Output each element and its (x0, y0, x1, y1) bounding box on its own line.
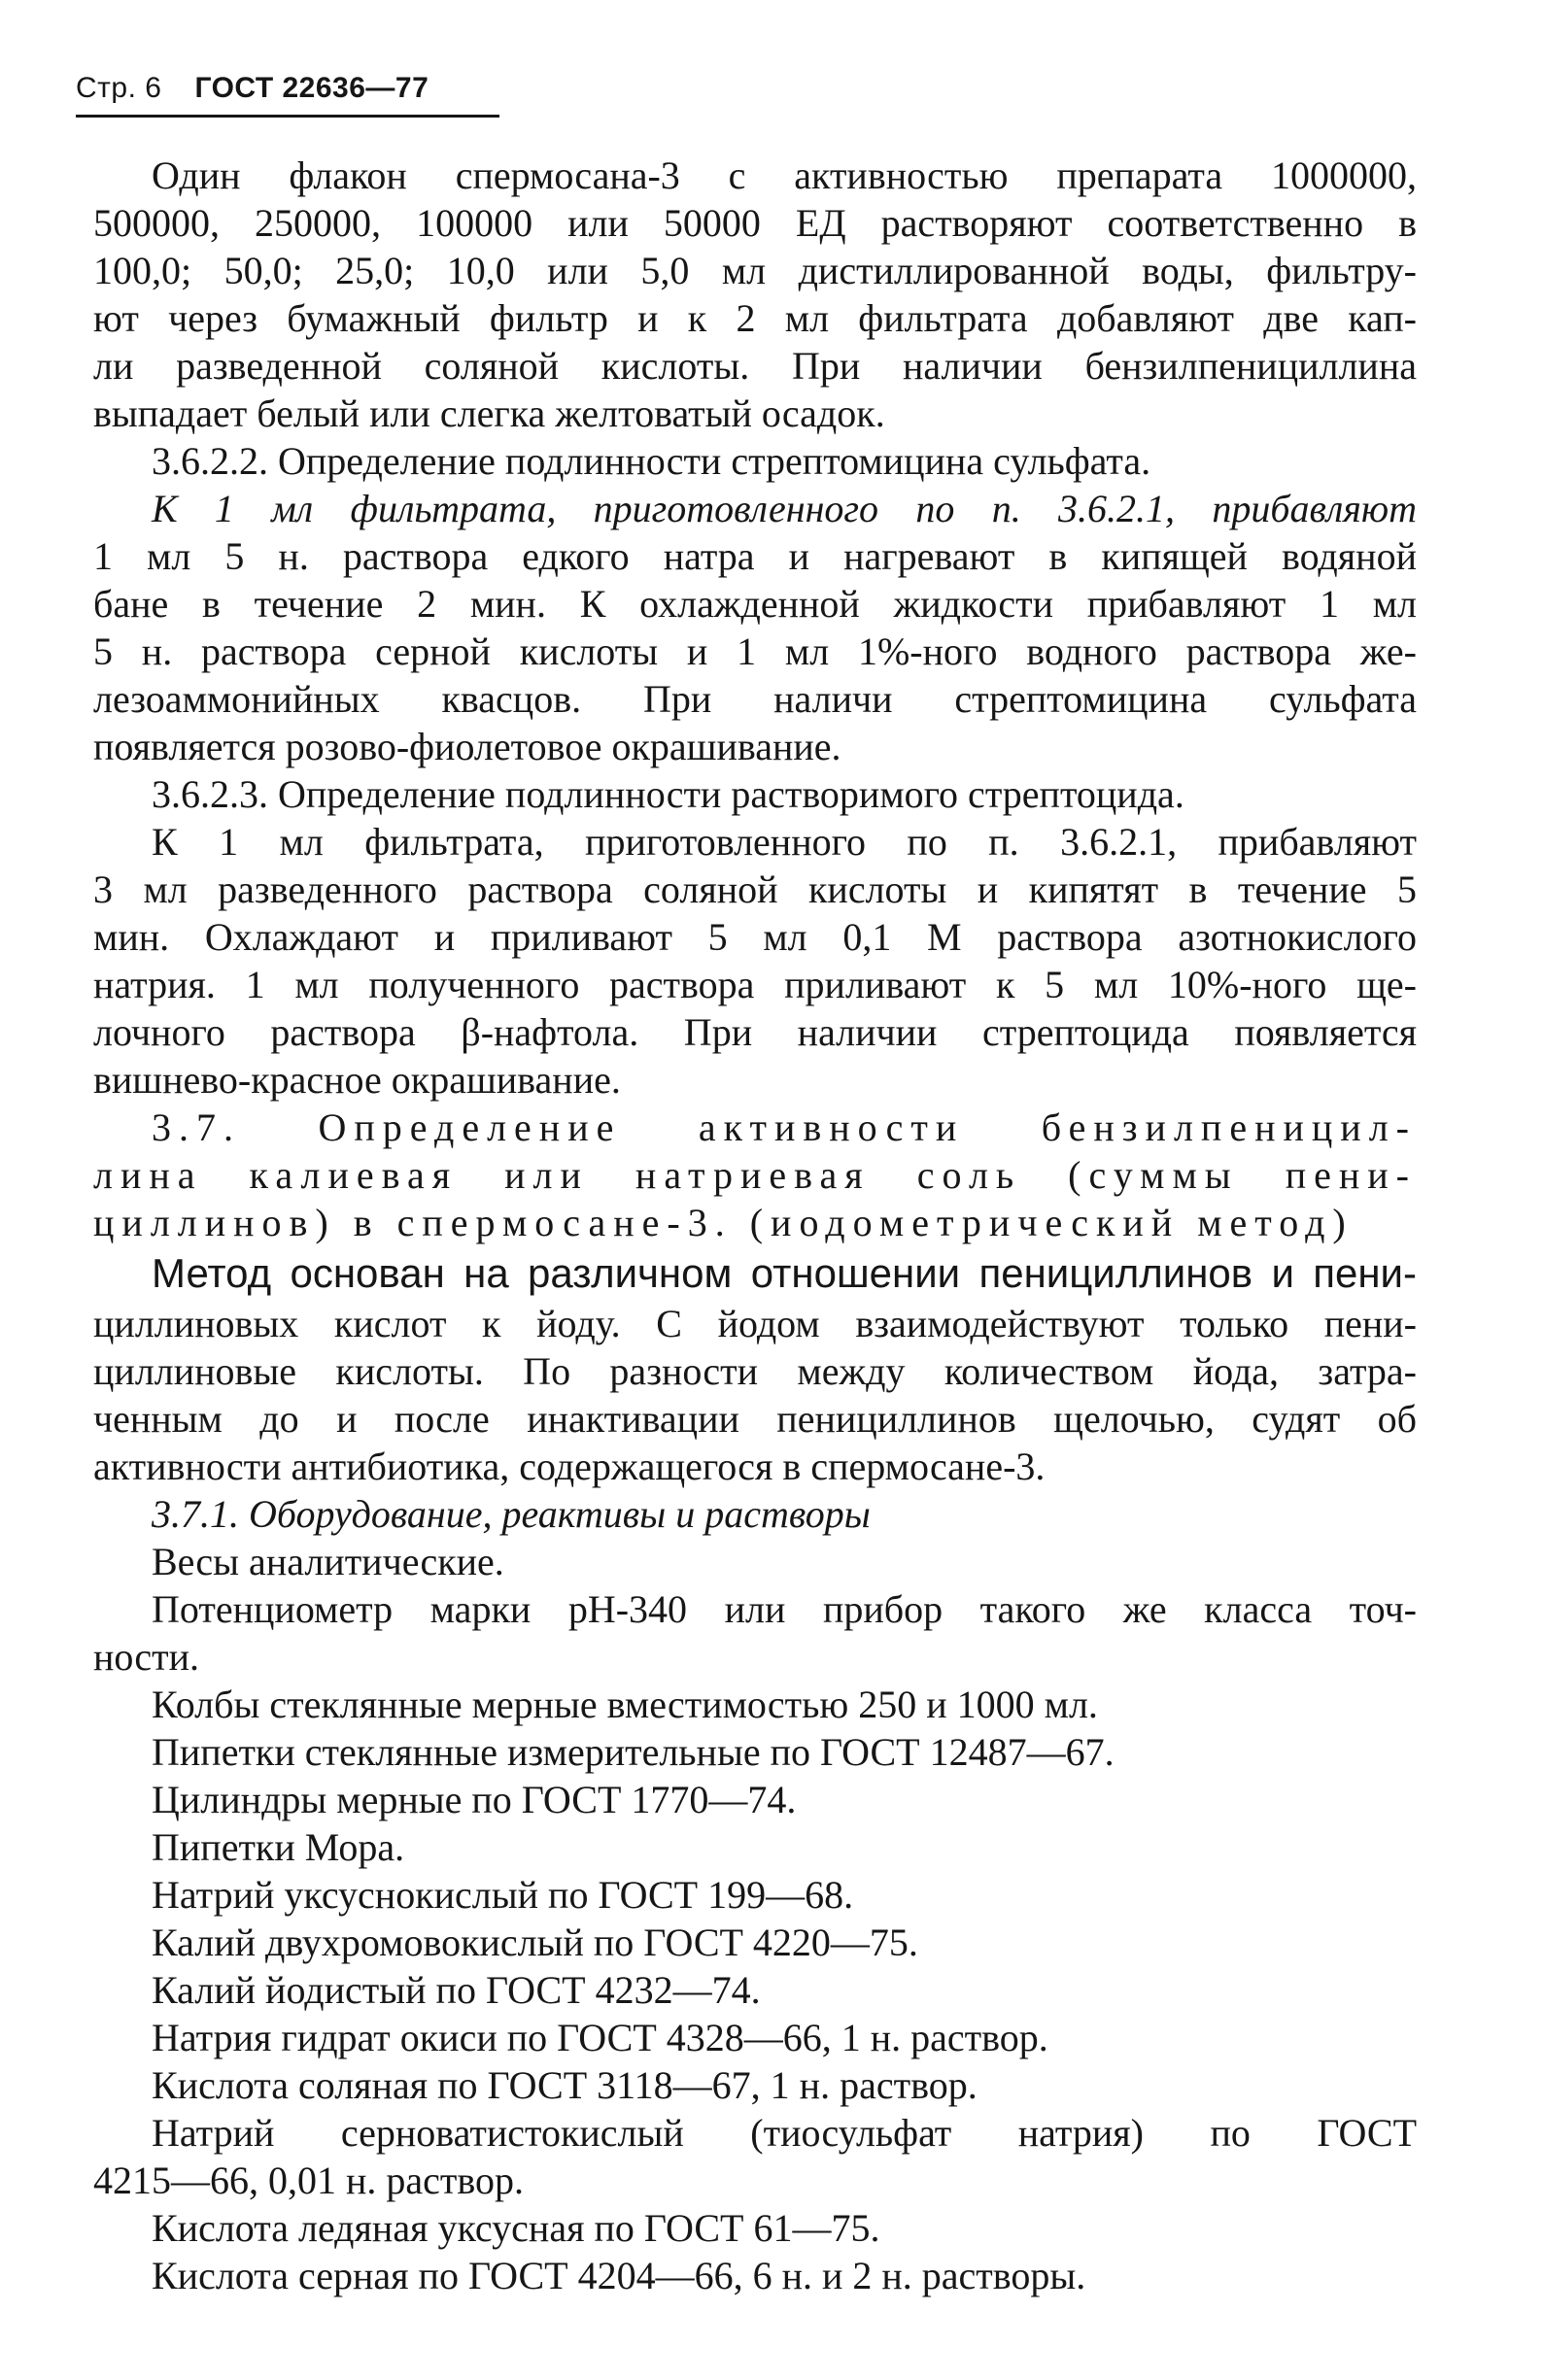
text-line: циллиновые кислоты. По разности между количеством йода, затра- (93, 1349, 1417, 1393)
text-line: Один флакон спермосана-3 с активностью препарата 1000000, (152, 153, 1417, 197)
text-line: появляется розово-фиолетовое окрашивание. (93, 725, 841, 768)
subsection-heading: 3.7.1. Оборудование, реактивы и растворы (152, 1492, 871, 1536)
list-item: Кислота серная по ГОСТ 4204—66, 6 н. и 2 н. растворы. (152, 2254, 1086, 2297)
text-line: лочного раствора β-нафтола. При наличии стрептоцида появляется (93, 1010, 1417, 1054)
standard-number: ГОСТ 22636—77 (194, 72, 429, 104)
text-line: вишнево-красное окрашивание. (93, 1058, 621, 1102)
text-line: активности антибиотика, содержащегося в спермосане-3. (93, 1445, 1046, 1488)
text-line: 3 мл разведенного раствора соляной кислоты и кипятят в течение 5 (93, 867, 1417, 911)
text-line: 5 н. раствора серной кислоты и 1 мл 1%-ного водного раствора же- (93, 629, 1417, 673)
section-heading: лина калиевая или натриевая соль (суммы пени- (93, 1153, 1417, 1197)
list-item: Натрия гидрат окиси по ГОСТ 4328—66, 1 н. раствор. (152, 2016, 1048, 2059)
section-heading: 3.6.2.3. Определение подлинности растворимого стрептоцида. (152, 772, 1184, 816)
text-line: циллиновых кислот к йоду. С йодом взаимодействуют только пени- (93, 1302, 1417, 1345)
section-heading: циллинов) в спермосане-3. (иодометрический метод) (93, 1201, 1354, 1244)
text-line: 100,0; 50,0; 25,0; 10,0 или 5,0 мл дистиллированной воды, фильтру- (93, 249, 1417, 292)
text-line: ют через бумажный фильтр и к 2 мл фильтрата добавляют две кап- (93, 296, 1417, 340)
page-header (76, 72, 429, 105)
text-line: ли разведенной соляной кислоты. При наличии бензилпенициллина (93, 344, 1417, 388)
list-item: Кислота ледяная уксусная по ГОСТ 61—75. (152, 2206, 880, 2250)
text-line: выпадает белый или слегка желтоватый осадок. (93, 391, 885, 435)
list-item: Цилиндры мерные по ГОСТ 1770—74. (152, 1778, 797, 1821)
text-line: мин. Охлаждают и приливают 5 мл 0,1 М раствора азотнокислого (93, 915, 1417, 959)
text-line: ченным до и после инактивации пенициллинов щелочью, судят об (93, 1397, 1417, 1441)
text-line: натрия. 1 мл полученного раствора приливают к 5 мл 10%-ного ще- (93, 963, 1417, 1006)
page-number: Стр. 6 (76, 72, 162, 104)
list-item: Весы аналитические. (152, 1540, 504, 1583)
list-item: 4215—66, 0,01 н. раствор. (93, 2159, 525, 2202)
text-line: К 1 мл фильтрата, приготовленного по п. 3.6.2.1, прибавляют (152, 487, 1417, 530)
list-item: Пипетки стеклянные измерительные по ГОСТ 12487—67. (152, 1730, 1115, 1774)
list-item: Пипетки Мора. (152, 1825, 405, 1869)
text-line: 500000, 250000, 100000 или 50000 ЕД растворяют соответственно в (93, 201, 1417, 245)
list-item: Потенциометр марки рН-340 или прибор такого же класса точ- (152, 1587, 1417, 1631)
list-item: Натрий уксуснокислый по ГОСТ 199—68. (152, 1873, 854, 1917)
list-item: Колбы стеклянные мерные вместимостью 250 и 1000 мл. (152, 1683, 1098, 1726)
section-heading: 3.7. Определение активности бензилпеницил- (152, 1105, 1417, 1149)
list-item: Натрий серноватистокислый (тиосульфат натрия) по ГОСТ (152, 2111, 1417, 2155)
list-item: ности. (93, 1635, 200, 1679)
list-item: Кислота соляная по ГОСТ 3118—67, 1 н. раствор. (152, 2063, 978, 2107)
text-line: лезоаммонийных квасцов. При наличи стрептомицина сульфата (93, 677, 1417, 721)
section-heading: 3.6.2.2. Определение подлинности стрептомицина сульфата. (152, 439, 1151, 483)
text-line: 1 мл 5 н. раствора едкого натра и нагревают в кипящей водяной (93, 534, 1417, 578)
text-line: бане в течение 2 мин. К охлажденной жидкости прибавляют 1 мл (93, 582, 1417, 626)
text-line: Метод основан на различном отношении пенициллинов и пени- (152, 1250, 1417, 1296)
text-line: К 1 мл фильтрата, приготовленного по п. 3.6.2.1, прибавляют (152, 820, 1417, 864)
list-item: Калий йодистый по ГОСТ 4232—74. (152, 1968, 761, 2012)
list-item: Калий двухромовокислый по ГОСТ 4220—75. (152, 1921, 918, 1964)
header-rule (76, 115, 499, 118)
